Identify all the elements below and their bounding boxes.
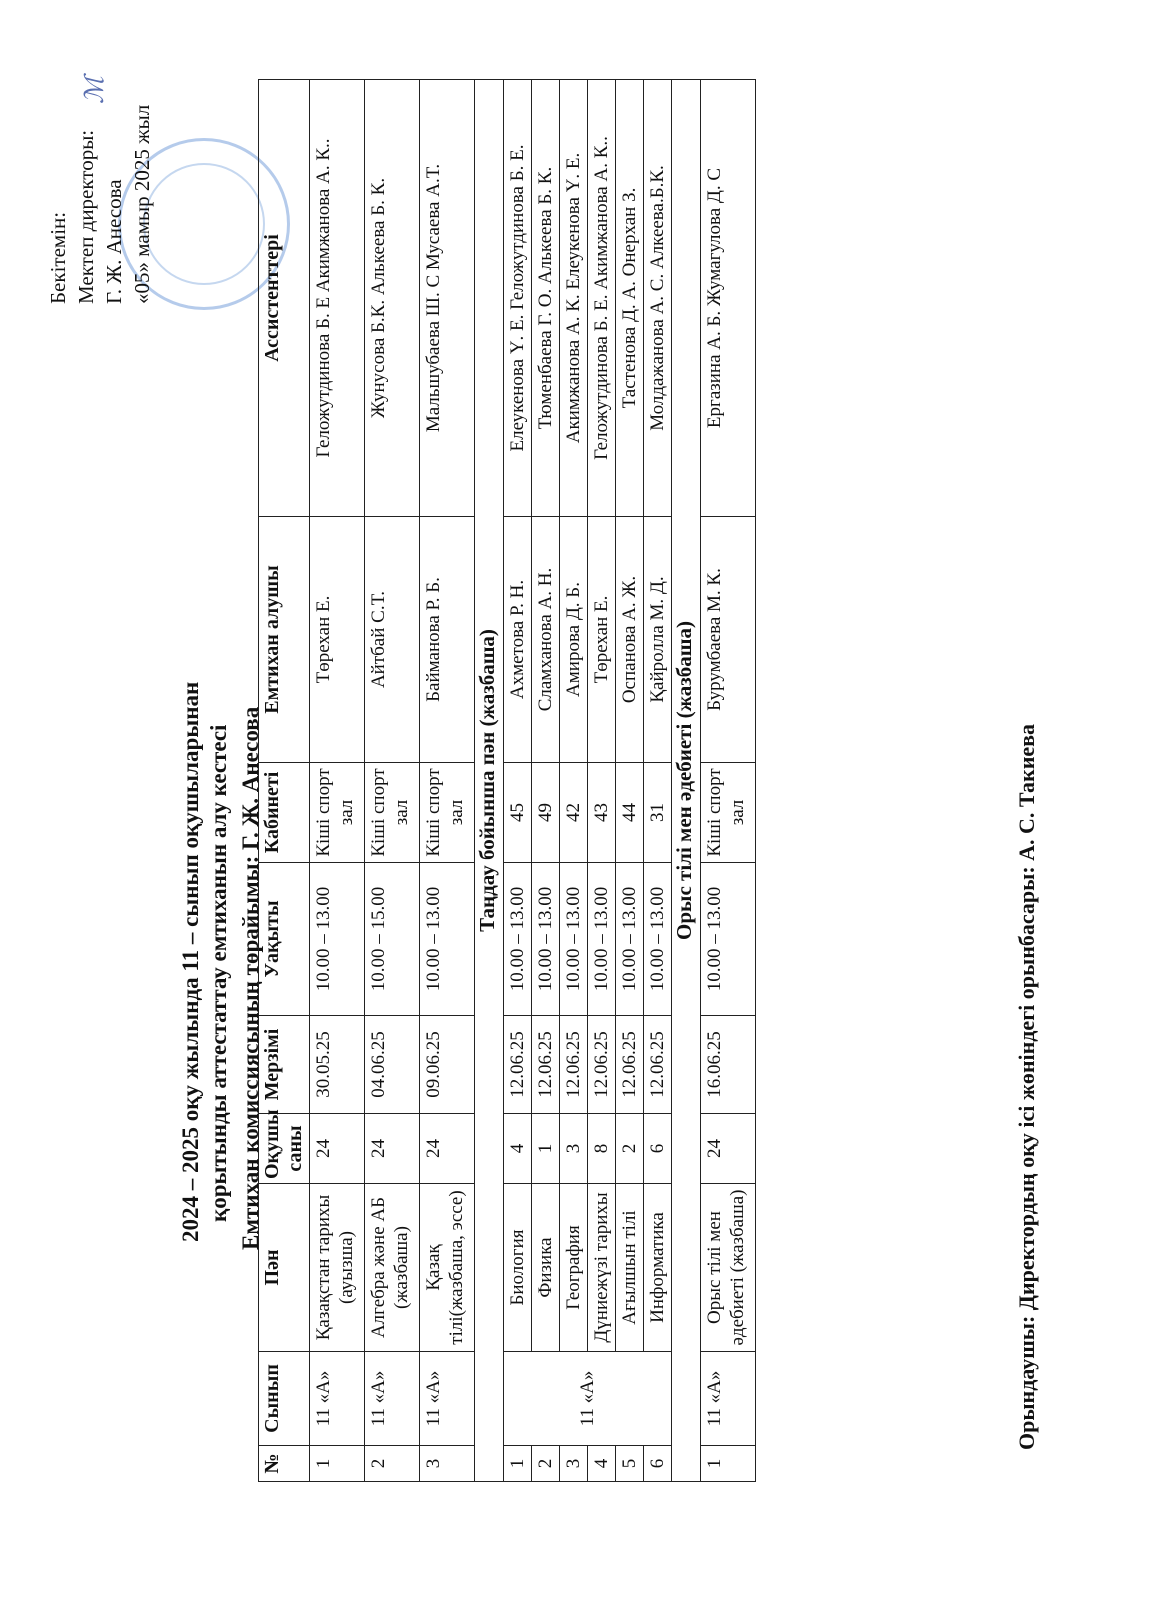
- cell-count: 4: [504, 1114, 532, 1184]
- cell-count: 3: [560, 1114, 588, 1184]
- cell-date: 12.06.25: [588, 1016, 616, 1114]
- cell-room: Кіші спорт зал: [310, 763, 365, 863]
- signature: ℳ: [80, 76, 109, 104]
- cell-subject: География: [560, 1184, 588, 1352]
- cell-number: 3: [560, 1446, 588, 1482]
- table-row: [504, 80, 532, 1482]
- cell-assistants: Елеукенова Ү. Е. Геложутдинова Б. Е.: [504, 80, 532, 517]
- cell-subject: Физика: [532, 1184, 560, 1352]
- cell-count: 2: [616, 1114, 644, 1184]
- table-row: [365, 80, 420, 1482]
- table-row: [532, 80, 560, 1482]
- cell-subject: Дүниежүзі тарихы: [588, 1184, 616, 1352]
- cell-time: 10.00 – 13.00: [310, 863, 365, 1016]
- cell-examiner: Амирова Д. Б.: [560, 517, 588, 763]
- section-title-elective: Таңдау бойынша пән (жазбаша): [475, 80, 504, 1482]
- cell-room: Кіші спорт зал: [420, 763, 475, 863]
- approval-line-3: Г. Ж. Анесова: [102, 179, 126, 304]
- cell-count: 24: [310, 1114, 365, 1184]
- cell-date: 12.06.25: [560, 1016, 588, 1114]
- cell-time: 10.00 – 13.00: [532, 863, 560, 1016]
- cell-count: 1: [532, 1114, 560, 1184]
- cell-room: 45: [504, 763, 532, 863]
- cell-assistants: Мальшубаева Ш. С Мусаева А.Т.: [420, 80, 475, 517]
- approval-line-4: «05» мамыр 2025 жыл: [130, 104, 154, 304]
- cell-assistants: Ергазина А. Б. Жумагулова Д. С: [701, 80, 756, 517]
- cell-assistants: Тастенова Д. А. Онерхан З.: [616, 80, 644, 517]
- commission-chair: Емтихан комиссиясының төрайымы: Г. Ж. Анесова: [238, 706, 263, 1250]
- executor-footer: Орындаушы: Директордың оқу ісі жөніндегі орынбасары: А. С. Такиева: [1014, 723, 1039, 1450]
- header-number: №: [259, 1446, 310, 1482]
- cell-number: 1: [701, 1446, 756, 1482]
- section-title-russian: Орыс тілі мен әдебиеті (жазбаша): [672, 80, 701, 1482]
- cell-room: 49: [532, 763, 560, 863]
- table-row: [644, 80, 672, 1482]
- exam-schedule-table: [258, 79, 756, 1482]
- cell-date: 30.05.25: [310, 1016, 365, 1114]
- cell-class: 11 «А»: [310, 1352, 365, 1446]
- title-line-1: 2024 – 2025 оқу жылында 11 – сынып оқушыларынан: [178, 681, 203, 1242]
- cell-subject: Информатика: [644, 1184, 672, 1352]
- cell-date: 09.06.25: [420, 1016, 475, 1114]
- cell-room: Кіші спорт зал: [701, 763, 756, 863]
- section-row-russian: [672, 80, 701, 1482]
- cell-number: 1: [504, 1446, 532, 1482]
- title-line-2: қорытынды аттестаттау емтиханын алу кестесі: [206, 724, 231, 1222]
- section-row-elective: [475, 80, 504, 1482]
- cell-examiner: Төрехан Е.: [310, 517, 365, 763]
- cell-subject: Биология: [504, 1184, 532, 1352]
- cell-assistants: Молдажанова А. С. Алкеева.Б.К.: [644, 80, 672, 517]
- cell-class-merged: 11 «А»: [504, 1352, 672, 1446]
- cell-class: 11 «А»: [701, 1352, 756, 1446]
- cell-number: 2: [365, 1446, 420, 1482]
- cell-count: 24: [365, 1114, 420, 1184]
- cell-time: 10.00 – 13.00: [560, 863, 588, 1016]
- cell-count: 8: [588, 1114, 616, 1184]
- cell-date: 04.06.25: [365, 1016, 420, 1114]
- table-row: [310, 80, 365, 1482]
- cell-date: 12.06.25: [532, 1016, 560, 1114]
- cell-number: 4: [588, 1446, 616, 1482]
- cell-time: 10.00 – 15.00: [365, 863, 420, 1016]
- cell-examiner: Айтбай С.Т.: [365, 517, 420, 763]
- cell-count: 24: [701, 1114, 756, 1184]
- table-row: [701, 80, 756, 1482]
- approval-line-2: Мектеп директоры:: [74, 129, 98, 304]
- cell-room: 43: [588, 763, 616, 863]
- table-row: [560, 80, 588, 1482]
- cell-assistants: Геложутдинова Б. Е Акимжанова А. К..: [310, 80, 365, 517]
- cell-date: 12.06.25: [616, 1016, 644, 1114]
- approval-line-1: Бекітемін:: [46, 211, 70, 304]
- header-class: Сынып: [259, 1352, 310, 1446]
- cell-examiner: Бурумбаева М. К.: [701, 517, 756, 763]
- cell-room: 42: [560, 763, 588, 863]
- cell-time: 10.00 – 13.00: [701, 863, 756, 1016]
- cell-assistants: Тюменбаева Г. О. Алькеева Б. К.: [532, 80, 560, 517]
- cell-time: 10.00 – 13.00: [504, 863, 532, 1016]
- cell-examiner: Ахметова Р. Н.: [504, 517, 532, 763]
- cell-number: 3: [420, 1446, 475, 1482]
- cell-class: 11 «А»: [420, 1352, 475, 1446]
- cell-room: 44: [616, 763, 644, 863]
- table-row: [588, 80, 616, 1482]
- cell-examiner: Төрехан Е.: [588, 517, 616, 763]
- cell-count: 6: [644, 1114, 672, 1184]
- cell-class: 11 «А»: [365, 1352, 420, 1446]
- cell-examiner: Оспанова А. Ж.: [616, 517, 644, 763]
- header-count: Оқушы саны: [259, 1114, 310, 1184]
- cell-number: 2: [532, 1446, 560, 1482]
- cell-count: 24: [420, 1114, 475, 1184]
- header-date: Мерзімі: [259, 1016, 310, 1114]
- header-subject: Пән: [259, 1184, 310, 1352]
- cell-examiner: Байманова Р. Б.: [420, 517, 475, 763]
- cell-time: 10.00 – 13.00: [588, 863, 616, 1016]
- cell-number: 6: [644, 1446, 672, 1482]
- cell-examiner: Сламханова А. Н.: [532, 517, 560, 763]
- cell-date: 12.06.25: [644, 1016, 672, 1114]
- cell-number: 5: [616, 1446, 644, 1482]
- approval-block: [44, 105, 156, 304]
- header-examiner: Емтихан алушы: [259, 517, 310, 763]
- cell-subject: Қазақ тілі(жазбаша, эссе): [420, 1184, 475, 1352]
- cell-assistants: Геложутдинова Б. Е. Акимжанова А. К..: [588, 80, 616, 517]
- cell-room: 31: [644, 763, 672, 863]
- cell-number: 1: [310, 1446, 365, 1482]
- table-row: [616, 80, 644, 1482]
- cell-date: 16.06.25: [701, 1016, 756, 1114]
- header-assistants: Ассистенттері: [259, 80, 310, 517]
- cell-time: 10.00 – 13.00: [616, 863, 644, 1016]
- header-room: Кабинеті: [259, 763, 310, 863]
- header-row: [259, 80, 310, 1482]
- cell-room: Кіші спорт зал: [365, 763, 420, 863]
- cell-subject: Қазақстан тарихы (ауызша): [310, 1184, 365, 1352]
- header-time: Уақыты: [259, 863, 310, 1016]
- cell-assistants: Акимжанова А. К. Елеукенова Ү. Е.: [560, 80, 588, 517]
- cell-time: 10.00 – 13.00: [644, 863, 672, 1016]
- table-row: [420, 80, 475, 1482]
- cell-subject: Алгебра және АБ (жазбаша): [365, 1184, 420, 1352]
- cell-subject: Ағылшын тілі: [616, 1184, 644, 1352]
- cell-assistants: Жунусова Б.К. Алькеева Б. К.: [365, 80, 420, 517]
- cell-examiner: Қайролла М. Д.: [644, 517, 672, 763]
- cell-time: 10.00 – 13.00: [420, 863, 475, 1016]
- cell-date: 12.06.25: [504, 1016, 532, 1114]
- cell-subject: Орыс тілі мен әдебиеті (жазбаша): [701, 1184, 756, 1352]
